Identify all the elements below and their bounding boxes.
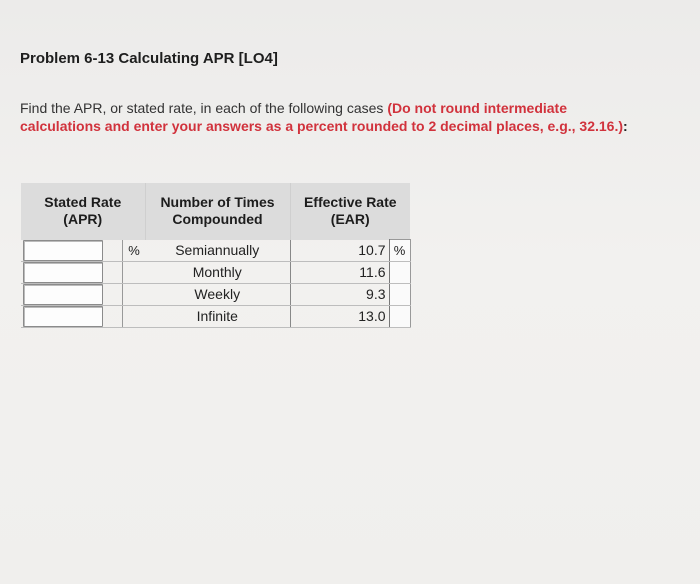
apr-input-weekly[interactable]: [23, 284, 103, 305]
table-row: [21, 240, 410, 262]
apr-unit: [123, 305, 146, 327]
table-header-row: [21, 183, 410, 240]
apr-cell: [21, 261, 123, 283]
header-effective-rate: Effective Rate (EAR): [290, 183, 410, 240]
ear-unit: [389, 261, 410, 283]
compounded-label: Monthly: [145, 261, 290, 283]
apr-unit: [123, 283, 146, 305]
table-row: [21, 283, 410, 305]
table-row: [21, 261, 410, 283]
header-stated-rate: Stated Rate (APR): [21, 183, 145, 240]
ear-unit: [389, 283, 410, 305]
compounded-label: Weekly: [145, 283, 290, 305]
apr-input-infinite[interactable]: [23, 306, 103, 327]
ear-value: 11.6: [290, 261, 389, 283]
apr-cell: [21, 283, 123, 305]
ear-unit: %: [389, 240, 410, 262]
apr-unit: [123, 261, 146, 283]
compounded-label: Semiannually: [145, 240, 290, 262]
ear-unit: [389, 305, 410, 327]
table-row: [21, 305, 410, 327]
ear-value: 10.7: [290, 240, 389, 262]
instruction-rounding-note: (Do not round intermediate calculations and enter your answers as a percent rounded to 2 decimal places, e.g., 32.16.): [20, 100, 623, 134]
apr-unit: %: [123, 240, 146, 262]
apr-cell: [21, 240, 123, 262]
ear-value: 13.0: [290, 305, 389, 327]
instruction-end: :: [623, 118, 628, 134]
apr-input-semiannually[interactable]: [23, 240, 103, 261]
compounded-label: Infinite: [145, 305, 290, 327]
apr-cell: [21, 305, 123, 327]
instruction-text: Find the APR, or stated rate, in each of the following cases: [20, 100, 388, 116]
problem-title: Problem 6-13 Calculating APR [LO4]: [20, 50, 278, 67]
apr-input-monthly[interactable]: [23, 262, 103, 283]
instructions: [20, 99, 630, 135]
ear-value: 9.3: [290, 283, 389, 305]
header-times-compounded: Number of Times Compounded: [145, 183, 290, 240]
apr-table: [21, 183, 411, 328]
